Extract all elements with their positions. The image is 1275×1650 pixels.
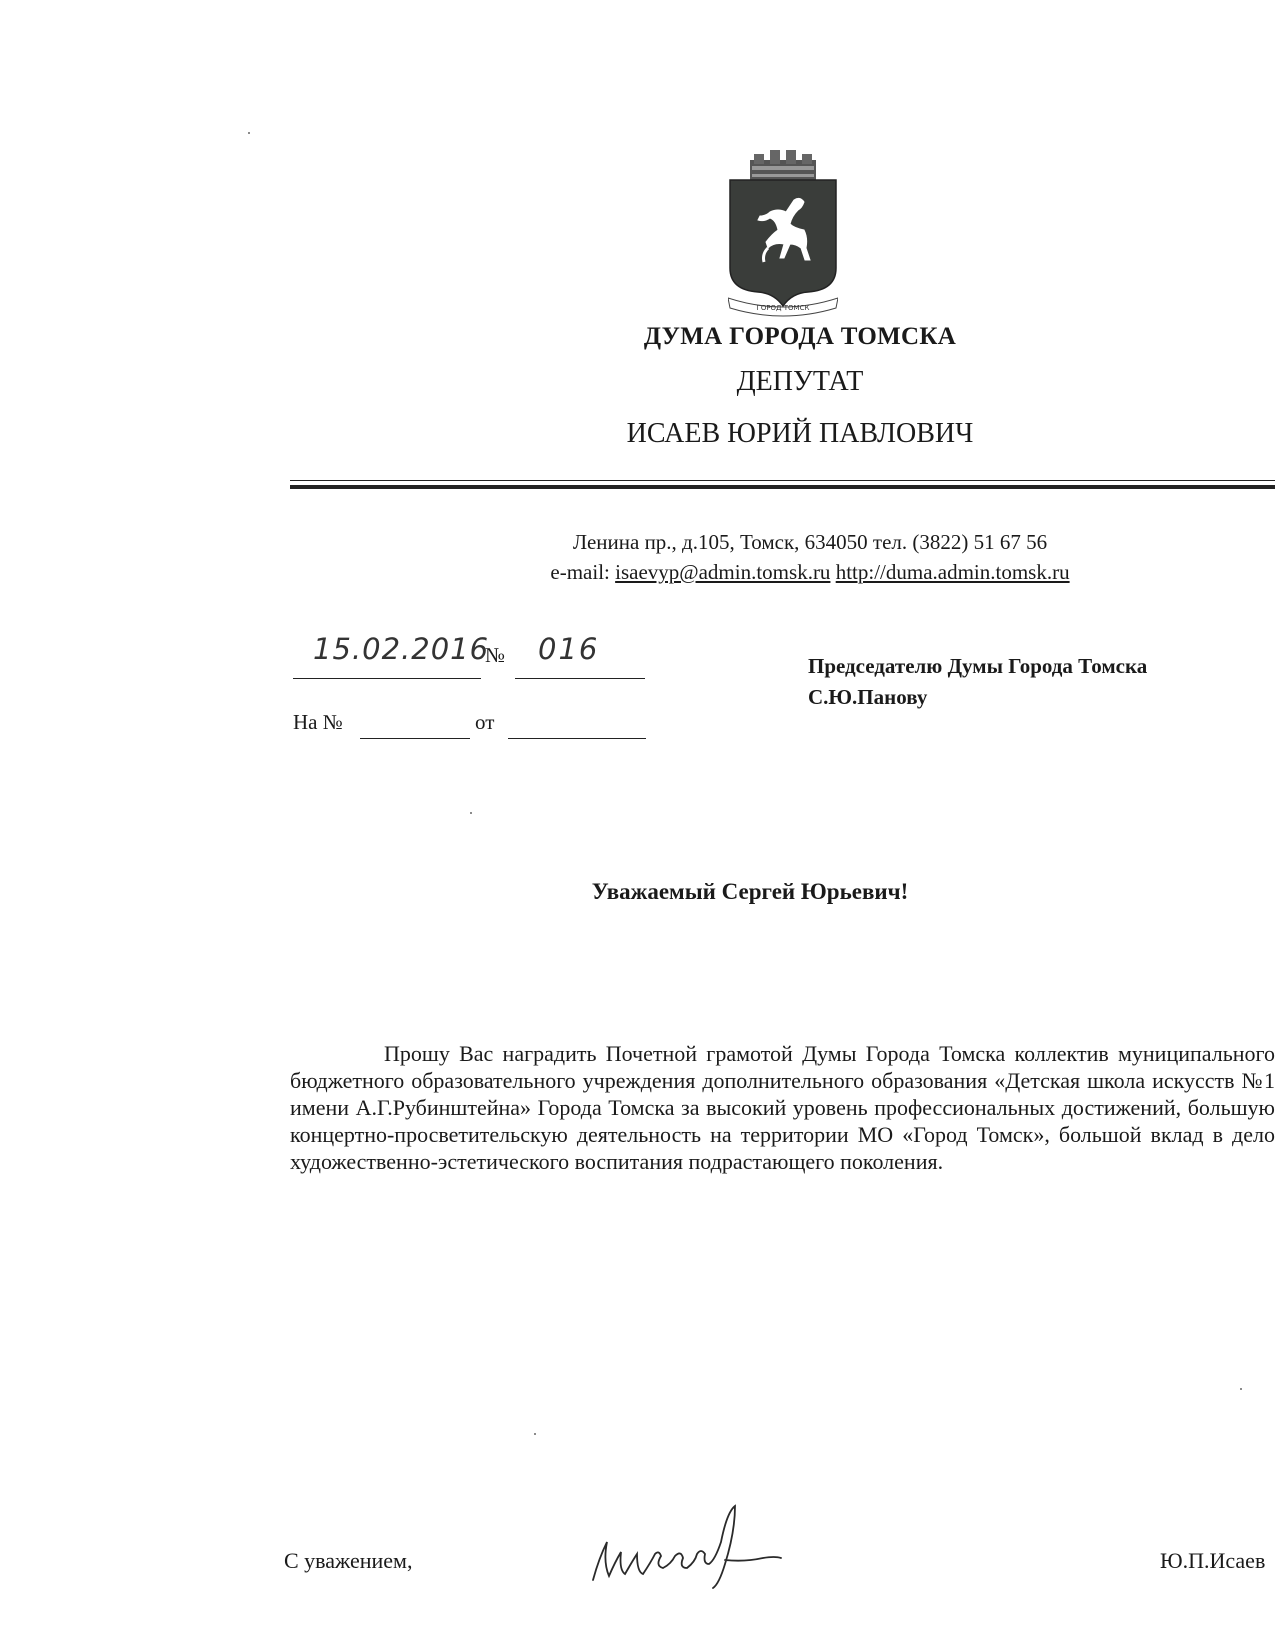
contact-block xyxy=(420,527,1200,587)
scan-speck xyxy=(470,812,472,814)
reply-number-blank xyxy=(360,738,470,739)
outgoing-number: 016 xyxy=(538,632,600,666)
date-underline xyxy=(293,678,481,679)
scan-speck xyxy=(534,1433,536,1435)
position-title: ДЕПУТАТ xyxy=(736,366,864,397)
handwritten-signature xyxy=(585,1502,800,1592)
signer-name: Ю.П.Исаев xyxy=(1160,1548,1266,1573)
online-contacts xyxy=(420,557,1200,587)
scan-speck xyxy=(1240,1388,1242,1390)
closing-phrase: С уважением, xyxy=(284,1548,413,1573)
reply-reference xyxy=(293,710,343,735)
number-label: № xyxy=(485,643,506,667)
crown-icon xyxy=(750,150,816,182)
from-label: от xyxy=(475,710,495,734)
deputy-name: ИСАЕВ ЮРИЙ ПАВЛОВИЧ xyxy=(626,418,974,449)
number-underline xyxy=(515,678,645,679)
outgoing-date: 15.02.2016 xyxy=(313,632,490,666)
addressee-title: Председателю Думы Города Томска xyxy=(808,654,1148,678)
email-label: e-mail: xyxy=(550,560,610,584)
address-line: Ленина пр., д.105, Томск, 634050 тел. (3822) 51 67 56 xyxy=(572,530,1048,554)
scan-speck xyxy=(248,132,250,134)
website-link[interactable]: http://duma.admin.tomsk.ru xyxy=(835,560,1070,584)
addressee-name: С.Ю.Панову xyxy=(808,685,928,709)
body-paragraph: Прошу Вас наградить Почетной грамотой Думы Города Томска коллектив муниципального бюджетного образовательного учреждения дополнительного образования «Детская школа искусств №1 имени А.Г.Рубинштейна» Города Томска за высокий уровень профессиональных достижений, большую концертно-просветительскую деятельность на территории МО «Город Томск», большой вклад в дело художественно-эстетического воспитания подрастающего поколения. xyxy=(290,1041,1275,1174)
organization-title: ДУМА ГОРОДА ТОМСКА xyxy=(643,323,957,350)
email-link[interactable]: isaevyp@admin.tomsk.ru xyxy=(615,560,831,584)
header-divider-thin xyxy=(290,480,1275,481)
salutation: Уважаемый Сергей Юрьевич! xyxy=(591,879,909,904)
tomsk-coat-of-arms-emblem xyxy=(728,150,838,320)
ribbon-text: ГОРОД ТОМСК xyxy=(756,304,810,312)
header-divider-thick xyxy=(290,485,1275,489)
reply-date-blank xyxy=(508,738,646,739)
reply-to-label: На № xyxy=(293,710,343,734)
addressee-block xyxy=(808,651,1147,713)
letter-body xyxy=(290,1040,1275,1175)
